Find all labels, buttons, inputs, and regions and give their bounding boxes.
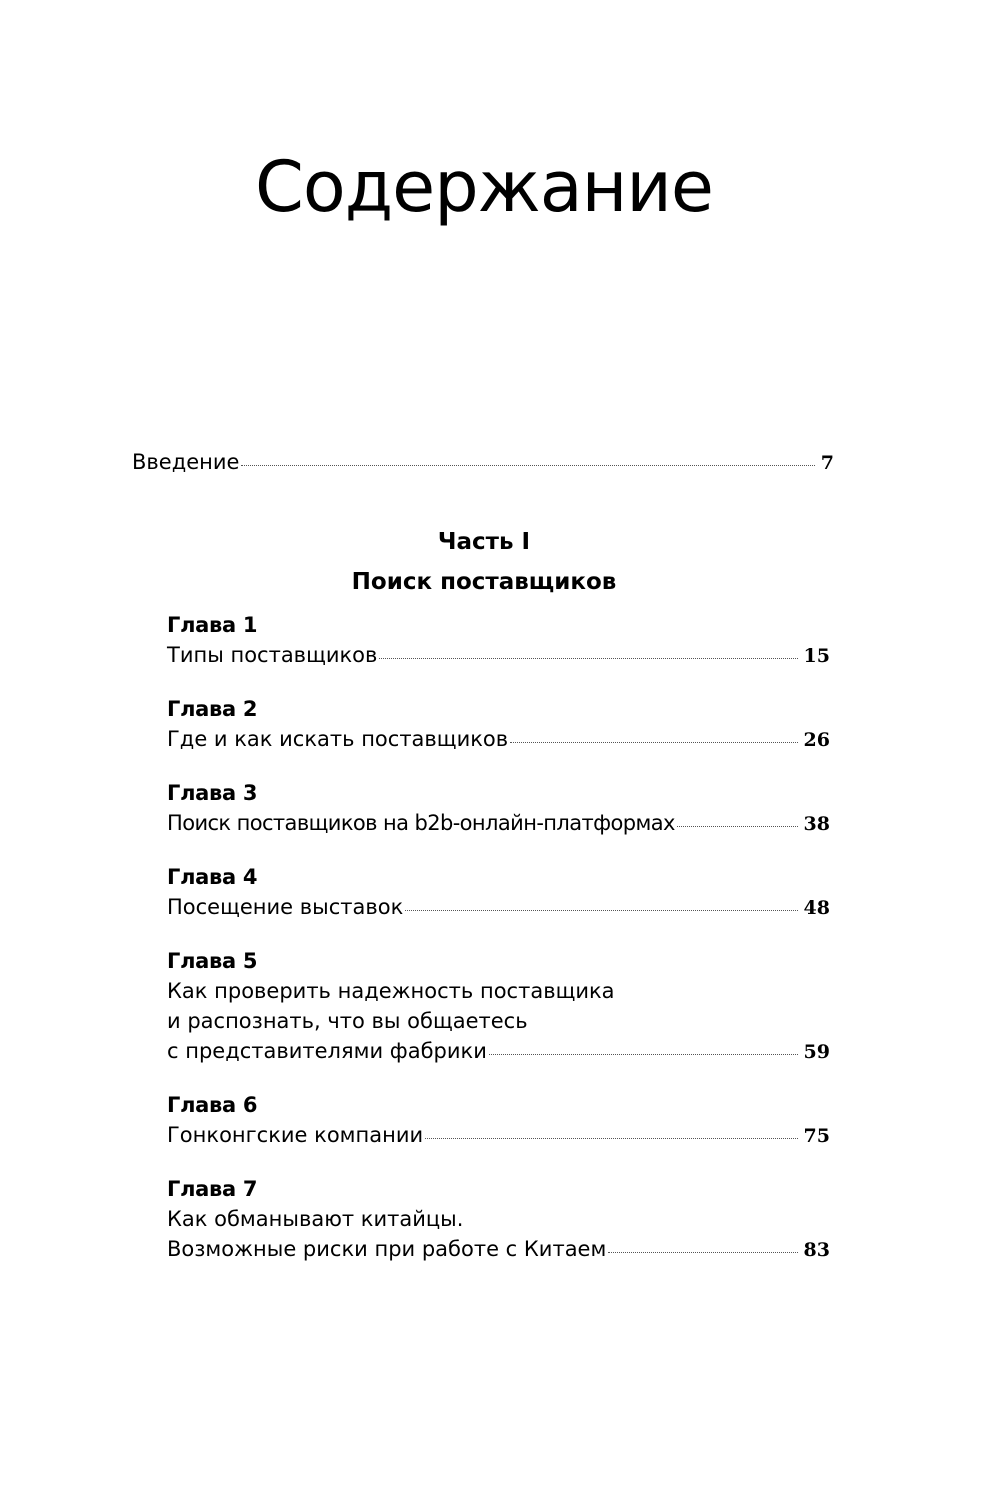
chapter-entry-6[interactable] xyxy=(167,1090,830,1150)
chapter-entry-3[interactable] xyxy=(167,778,830,838)
part-number: Часть I xyxy=(437,529,531,555)
dot-leader xyxy=(489,1054,798,1055)
chapter-label: Глава 7 xyxy=(167,1177,258,1201)
toc-page-number: 48 xyxy=(803,897,830,919)
chapter-label: Глава 1 xyxy=(167,613,258,637)
chapter-title: Где и как искать поставщиков xyxy=(167,727,509,751)
chapter-list xyxy=(167,610,830,1288)
chapter-label: Глава 5 xyxy=(167,949,258,973)
chapter-title: Возможные риски при работе с Китаем xyxy=(167,1237,607,1261)
chapter-entry-5[interactable] xyxy=(167,946,830,1066)
dot-leader xyxy=(510,742,797,743)
chapter-title: Гонконгские компании xyxy=(167,1123,424,1147)
chapter-label: Глава 6 xyxy=(167,1093,258,1117)
toc-page-number: 59 xyxy=(803,1041,830,1063)
chapter-title-line xyxy=(167,724,830,754)
chapter-title: Посещение выставок xyxy=(167,895,404,919)
toc-page-number: 26 xyxy=(803,729,830,751)
chapter-title-line xyxy=(167,892,830,922)
toc-entry-title: Введение xyxy=(132,450,240,474)
toc-page-number: 38 xyxy=(803,813,830,835)
chapter-title-line xyxy=(167,1036,830,1066)
chapter-label: Глава 3 xyxy=(167,781,258,805)
dot-leader xyxy=(405,910,797,911)
chapter-entry-1[interactable] xyxy=(167,610,830,670)
chapter-title-line: Как обманывают китайцы. xyxy=(167,1207,464,1231)
part-heading xyxy=(0,522,968,602)
chapter-label: Глава 2 xyxy=(167,697,258,721)
part-name: Поиск поставщиков xyxy=(351,569,617,595)
chapter-title-line xyxy=(167,1234,830,1264)
dot-leader xyxy=(379,658,797,659)
dot-leader xyxy=(608,1252,797,1253)
chapter-title: с представителями фабрики xyxy=(167,1039,487,1063)
page-title: Содержание xyxy=(255,146,713,228)
toc-page-number: 75 xyxy=(803,1125,830,1147)
chapter-title-line: и распознать, что вы общаетесь xyxy=(167,1009,528,1033)
toc-page-number: 83 xyxy=(803,1239,830,1261)
dot-leader xyxy=(241,465,814,466)
toc-page-number: 15 xyxy=(803,645,830,667)
dot-leader xyxy=(677,826,798,827)
chapter-title: Поиск поставщиков на b2b-онлайн-платформах xyxy=(167,811,675,835)
chapter-entry-2[interactable] xyxy=(167,694,830,754)
chapter-title-line xyxy=(167,640,830,670)
chapter-title-line: Как проверить надежность поставщика xyxy=(167,979,615,1003)
toc-page-number: 7 xyxy=(820,452,834,474)
chapter-title: Типы поставщиков xyxy=(167,643,378,667)
chapter-title-line xyxy=(167,1120,830,1150)
dot-leader xyxy=(425,1138,797,1139)
toc-entry-intro[interactable] xyxy=(132,452,834,473)
chapter-entry-7[interactable] xyxy=(167,1174,830,1264)
chapter-label: Глава 4 xyxy=(167,865,258,889)
chapter-title-line xyxy=(167,808,830,838)
chapter-entry-4[interactable] xyxy=(167,862,830,922)
